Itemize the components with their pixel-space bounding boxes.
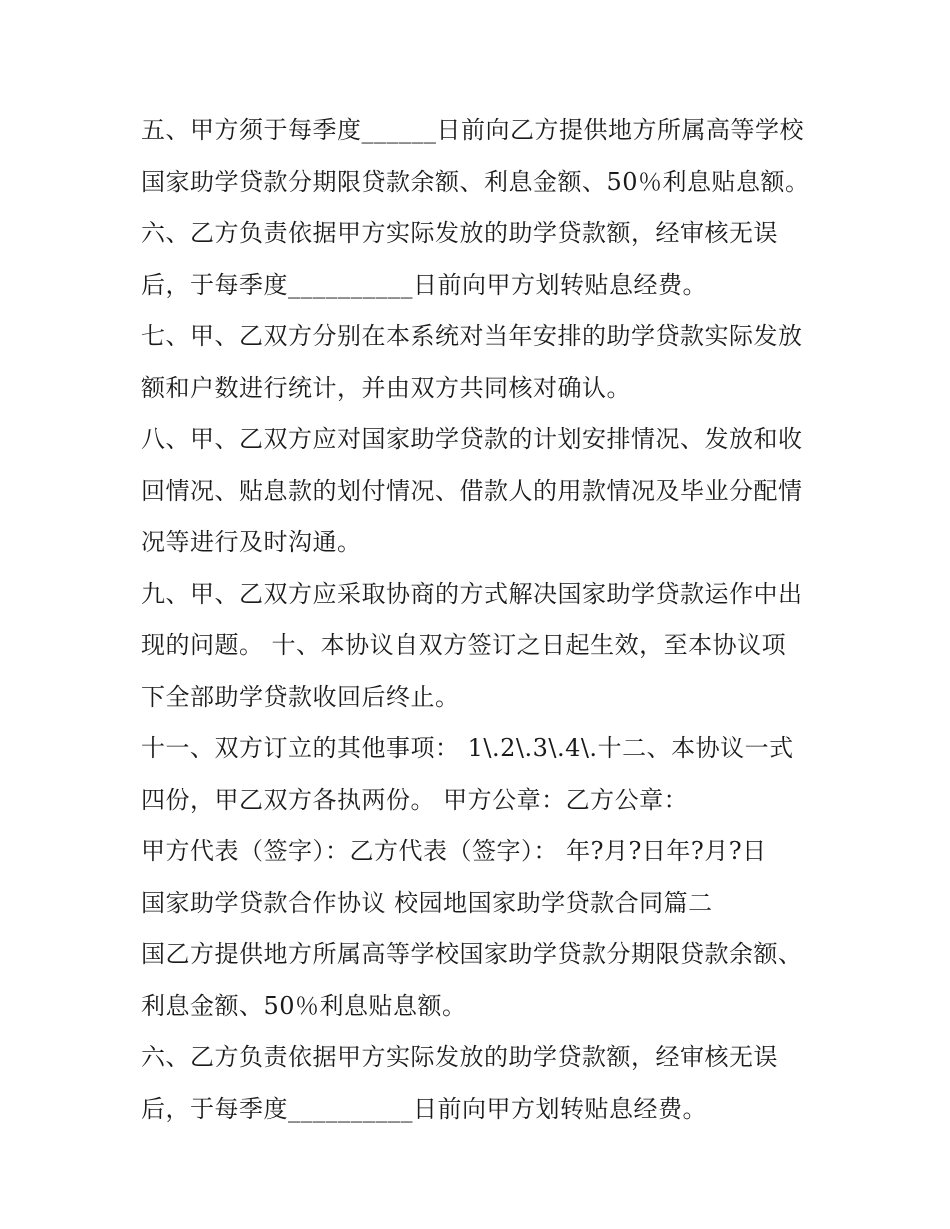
text-line: 现的问题。 十、本协议自双方签订之日起生效，至本协议项 xyxy=(141,631,787,659)
text-line: 四份，甲乙双方各执两份。 甲方公章：乙方公章： xyxy=(141,785,689,814)
text-line: 后，于每季度__________日前向甲方划转贴息经费。 xyxy=(141,1094,707,1123)
text-line: 九、甲、乙双方应采取协商的方式解决国家助学贷款运作中出 xyxy=(141,579,803,608)
text-line: 国家助学贷款合作协议 校园地国家助学贷款合同篇二 xyxy=(141,888,713,917)
text-line: 利息金额、50％利息贴息额。 xyxy=(141,991,467,1020)
text-line: 后，于每季度__________日前向甲方划转贴息经费。 xyxy=(141,270,707,299)
text-line: 国家助学贷款分期限贷款余额、利息金额、50％利息贴息额。 xyxy=(141,167,810,196)
text-line: 额和户数进行统计，并由双方共同核对确认。 xyxy=(141,373,631,402)
text-line: 下全部助学贷款收回后终止。 xyxy=(141,682,460,711)
text-line: 八、甲、乙双方应对国家助学贷款的计划安排情况、发放和收 xyxy=(141,425,803,453)
text-line: 况等进行及时沟通。 xyxy=(141,528,362,556)
text-line: 七、甲、乙双方分别在本系统对当年安排的助学贷款实际发放 xyxy=(141,322,803,350)
text-line: 回情况、贴息款的划付情况、借款人的用款情况及毕业分配情 xyxy=(141,476,803,505)
text-line: 六、乙方负责依据甲方实际发放的助学贷款额，经审核无误 xyxy=(141,219,778,247)
text-line: 国乙方提供地方所属高等学校国家助学贷款分期限贷款余额、 xyxy=(141,940,803,968)
text-line: 五、甲方须于每季度______日前向乙方提供地方所属高等学校 xyxy=(141,116,804,144)
document-body xyxy=(141,105,821,1135)
text-line: 六、乙方负责依据甲方实际发放的助学贷款额，经审核无误 xyxy=(141,1043,778,1071)
text-line: 甲方代表（签字）：乙方代表（签字）： 年?月?日年?月?日 xyxy=(141,837,767,865)
text-line: 十一、双方订立的其他事项： 1\.2\.3\.4\.十二、本协议一式 xyxy=(141,734,794,762)
